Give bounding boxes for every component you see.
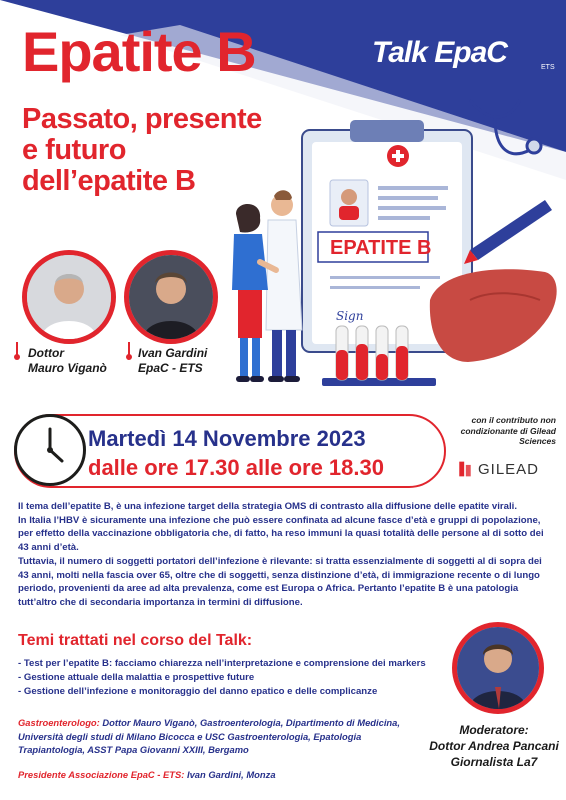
person-icon bbox=[129, 255, 213, 339]
moderator-label: Moderatore: bbox=[459, 723, 529, 737]
speaker-1-name: Dottor Mauro Viganò bbox=[28, 346, 107, 375]
doctor-figure bbox=[266, 190, 302, 382]
liver-icon bbox=[430, 269, 557, 362]
person-icon bbox=[27, 255, 111, 339]
topic-item: - Gestione dell’infezione e monitoraggio del danno epatico e delle complicanze bbox=[18, 685, 378, 697]
topic-item: - Test per l’epatite B: facciamo chiarezza nell’interpretazione e comprensione dei markers bbox=[18, 658, 426, 669]
description bbox=[18, 500, 552, 610]
speaker-1-photo bbox=[22, 250, 116, 344]
moderator-photo bbox=[452, 622, 544, 714]
topic-item: - Gestione attuale della malattia e prospettive future bbox=[18, 671, 255, 683]
credits-president bbox=[18, 769, 418, 780]
page-subtitle: Passato, presente e futuro dell’epatite B bbox=[22, 103, 262, 198]
event-date: Martedì 14 Novembre 2023 bbox=[88, 426, 366, 451]
event-time: dalle ore 17.30 alle ore 18.30 bbox=[88, 455, 384, 480]
pen-icon bbox=[464, 200, 552, 264]
speaker-2-photo bbox=[124, 250, 218, 344]
moderator-role: Giornalista La7 bbox=[450, 755, 538, 770]
gilead-logo bbox=[456, 458, 556, 480]
credits-president-text: Ivan Gardini, Monza bbox=[186, 769, 276, 780]
speaker-2-name: Ivan Gardini EpaC - ETS bbox=[138, 346, 208, 375]
person-icon bbox=[457, 627, 539, 709]
description-paragraph-2: In Italia l’HBV è sicuramente una infezione che può essere confinata ad alcune fasce d’età e gruppi di popolazione, per effetto della vaccinazione obbligatoria che, di fatto, ha reso immuni la quasi totalità delle persone al di sotto dei 43 anni d’età. bbox=[18, 514, 544, 554]
description-paragraph-3: Tuttavia, il numero di soggetti portatori dell’infezione è rilevante: si tratta essenzialmente di soggetti al di sopra dei 43 anni, molti nella fascia over 65, oltre che di soggetti, senza distinzione d’età, di immigrazione recente o di lungo periodo, provenienti da aree ad alta prevalenza, come est Europa o Africa. Pertanto l’epatite B è una patologia tutt’altro che di secondaria importanza in termini di diffusione. bbox=[18, 555, 542, 609]
logo-suffix: ETS bbox=[541, 64, 555, 71]
speaker-2-dot bbox=[126, 354, 132, 360]
page-title: Epatite B bbox=[22, 20, 256, 83]
speaker-1-dot bbox=[14, 354, 20, 360]
signature-text: Sign bbox=[336, 309, 364, 323]
credits-gastro-text: Dottor Mauro Viganò, Gastroenterologia, Dipartimento di Medicina, Università degli studi di Milano Bicocca e USC Gastroenterologia, Epatologia Trapiantologia, ASST Papa Giovanni XXIII, Bergamo bbox=[18, 717, 400, 756]
moderator-name: Dottor Andrea Pancani bbox=[429, 739, 559, 754]
clock-icon bbox=[14, 414, 86, 486]
board-label: EPATITE B bbox=[330, 237, 432, 259]
logo-text: Talk EpaC bbox=[372, 36, 507, 69]
credits-gastro bbox=[18, 716, 418, 757]
description-paragraph-1: Il tema dell’epatite B, è una infezione target della strategia OMS di contrasto alla diffusione delle epatite virali. bbox=[18, 501, 517, 512]
credits-gastro-role: Gastroenterologo: bbox=[18, 717, 100, 728]
moderator bbox=[424, 722, 564, 771]
gilead-text: GILEAD bbox=[478, 461, 540, 478]
sponsor-note: con il contributo non condizionante di Gilead Sciences bbox=[460, 415, 556, 447]
credits-president-role: Presidente Associazione EpaC - ETS: bbox=[18, 769, 185, 780]
gilead-mark-icon bbox=[456, 459, 474, 479]
topics-list bbox=[18, 657, 438, 699]
talk-epac-logo bbox=[372, 36, 555, 76]
topics-title: Temi trattati nel corso del Talk: bbox=[18, 632, 253, 649]
